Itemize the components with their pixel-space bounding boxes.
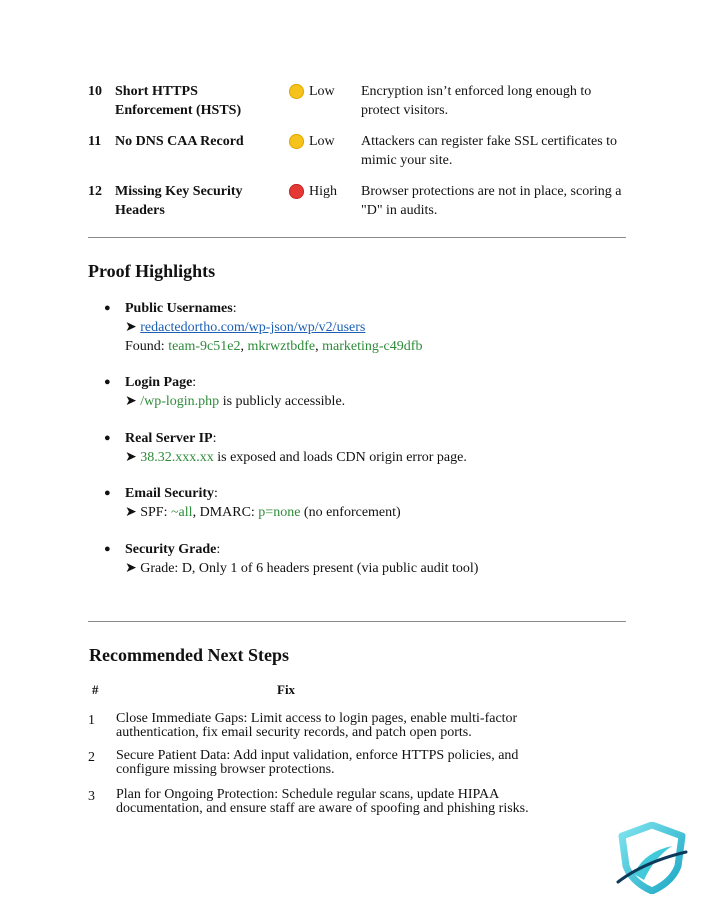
step-number: 2 bbox=[88, 750, 95, 765]
severity-label: High bbox=[309, 184, 337, 199]
low-severity-dot-icon bbox=[289, 84, 304, 99]
step-number: 3 bbox=[88, 789, 95, 804]
bullet-icon: ● bbox=[104, 543, 111, 555]
item-label: Security Grade bbox=[125, 542, 217, 557]
arrow-icon: ➤ bbox=[125, 320, 137, 335]
risk-issue: Short HTTPS Enforcement (HSTS) bbox=[115, 84, 242, 118]
low-severity-dot-icon bbox=[289, 134, 304, 149]
bullet-icon: ● bbox=[104, 376, 111, 388]
proof-highlights-heading: Proof Highlights bbox=[88, 261, 216, 281]
risk-issue: No DNS CAA Record bbox=[115, 134, 244, 149]
next-steps-heading: Recommended Next Steps bbox=[89, 645, 289, 665]
risk-number: 10 bbox=[88, 84, 102, 99]
risk-description: Attackers can register fake SSL certificates to mimic your site. bbox=[361, 134, 618, 168]
arrow-icon: ➤ bbox=[125, 450, 137, 465]
dmarc-value: p=none bbox=[258, 505, 301, 520]
arrow-icon: ➤ bbox=[125, 394, 137, 409]
severity-badge bbox=[289, 182, 337, 201]
severity-badge bbox=[289, 132, 335, 151]
bullet-icon: ● bbox=[104, 302, 111, 314]
item-label: Real Server IP bbox=[125, 431, 213, 446]
risk-issue: Missing Key Security Headers bbox=[115, 184, 243, 218]
shield-logo-icon bbox=[614, 822, 690, 894]
section-divider bbox=[88, 621, 626, 622]
risk-number: 12 bbox=[88, 184, 102, 199]
username: marketing-c49dfb bbox=[322, 339, 423, 354]
arrow-icon: ➤ bbox=[125, 561, 137, 576]
risk-number: 11 bbox=[88, 134, 102, 149]
spf-value: ~all bbox=[170, 505, 193, 520]
item-label: Email Security bbox=[125, 486, 215, 501]
severity-label: Low bbox=[309, 134, 335, 149]
username: team-9c51e2 bbox=[168, 339, 241, 354]
column-header-fix: Fix bbox=[277, 682, 296, 697]
arrow-icon: ➤ bbox=[125, 505, 137, 520]
risk-description: Encryption isn’t enforced long enough to protect visitors. bbox=[361, 84, 592, 118]
bullet-icon: ● bbox=[104, 487, 111, 499]
step-number: 1 bbox=[88, 713, 95, 728]
item-label: Public Usernames bbox=[125, 301, 233, 316]
item-label: Login Page bbox=[125, 375, 193, 390]
severity-label: Low bbox=[309, 84, 335, 99]
server-ip: 38.32.xxx.xx bbox=[140, 450, 214, 465]
severity-badge bbox=[289, 82, 335, 101]
risk-description: Browser protections are not in place, scoring a "D" in audits. bbox=[361, 184, 622, 218]
high-severity-dot-icon bbox=[289, 184, 304, 199]
login-path: /wp-login.php bbox=[140, 394, 220, 409]
users-endpoint-link[interactable]: redactedortho.com/wp-json/wp/v2/users bbox=[140, 320, 366, 335]
column-header-number: # bbox=[92, 682, 99, 697]
bullet-icon: ● bbox=[104, 432, 111, 444]
section-divider bbox=[88, 237, 626, 238]
username: mkrwztbdfe bbox=[247, 339, 316, 354]
